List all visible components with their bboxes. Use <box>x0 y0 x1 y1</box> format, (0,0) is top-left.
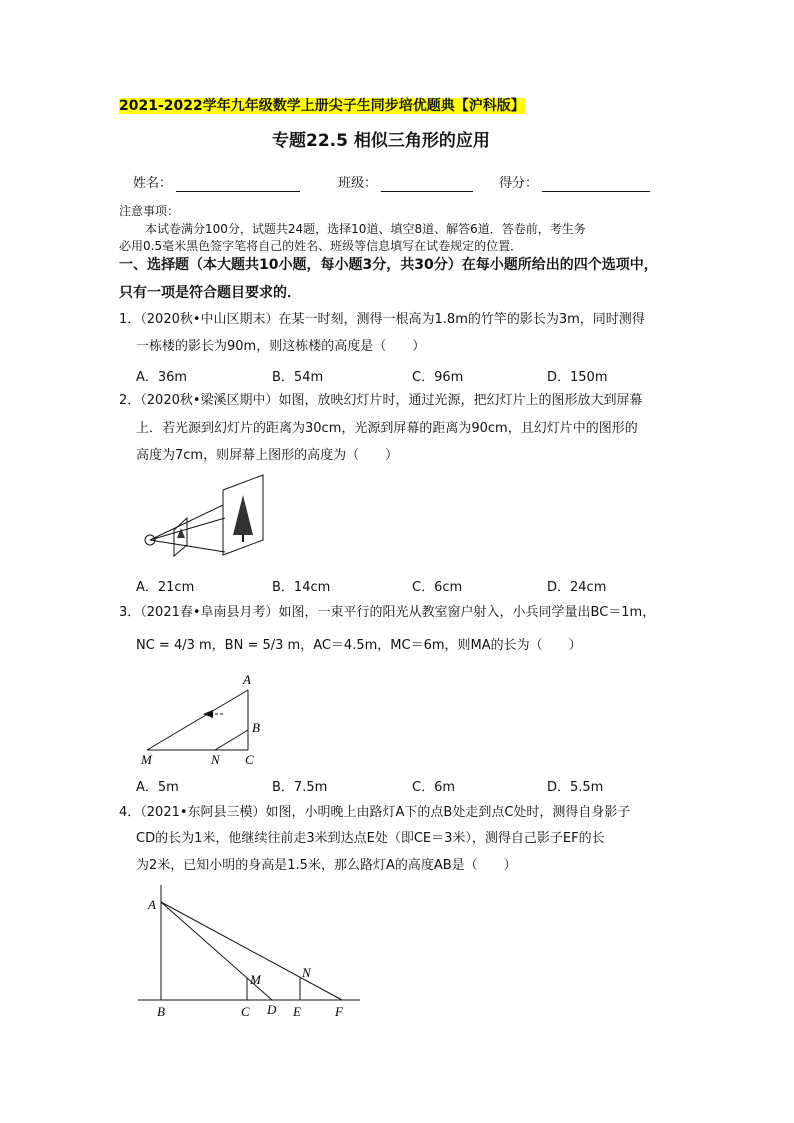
point-label: M <box>141 752 152 767</box>
point-label: D <box>267 1002 277 1017</box>
arrow-icon <box>203 710 213 718</box>
question-4-text: 4．（2021•东阿县三模）如图，小明晚上由路灯A下的点B处走到点C处时，测得自身影子 <box>119 805 631 820</box>
point-label: N <box>211 752 220 767</box>
point-label: A <box>243 672 251 687</box>
option-a[interactable]: A．21cm <box>136 580 195 595</box>
option-b[interactable]: B．14cm <box>272 580 331 595</box>
class-field[interactable] <box>338 176 473 192</box>
option-c[interactable]: C．6cm <box>412 580 463 595</box>
projector-figure <box>135 470 275 560</box>
option-b[interactable]: B．7.5m <box>272 780 328 795</box>
question-3-text: 3．（2021春•阜南县月考）如图，一束平行的阳光从教室窗户射入，小兵同学量出BC＝1m， <box>119 605 656 620</box>
tree-icon <box>233 495 253 535</box>
name-field[interactable] <box>133 176 300 192</box>
point-label: M <box>250 972 261 987</box>
point-label: A <box>148 897 156 912</box>
section-heading: 一、选择题（本大题共10小题，每小题3分，共30分）在每小题所给出的四个选项中， <box>119 257 658 273</box>
section-heading: 只有一项是符合题目要求的． <box>119 285 301 301</box>
option-d[interactable]: D．24cm <box>547 580 607 595</box>
point-label: B <box>157 1004 165 1019</box>
question-4-text: CD的长为1米，他继续往前走3米到达点E处（即CE＝3米），测得自己影子EF的长 <box>136 831 605 846</box>
name-label: 姓名： <box>133 176 173 191</box>
option-c[interactable]: C．96m <box>412 370 464 385</box>
point-label: B <box>252 720 260 735</box>
question-1-text: 一栋楼的影长为90m，则这栋楼的高度是（ ） <box>136 339 426 354</box>
option-a[interactable]: A．5m <box>136 780 179 795</box>
street-lamp-figure <box>135 880 375 1020</box>
question-2-text: 上．若光源到幻灯片的距离为30cm，光源到屏幕的距离为90cm，且幻灯片中的图形的 <box>136 421 638 436</box>
question-2-text: 高度为7cm，则屏幕上图形的高度为（ ） <box>136 448 399 463</box>
class-label: 班级： <box>338 176 378 191</box>
option-d[interactable]: D．5.5m <box>547 780 604 795</box>
point-label: N <box>302 965 311 980</box>
point-label: C <box>245 752 254 767</box>
point-label: E <box>293 1004 301 1019</box>
score-label: 得分： <box>499 176 539 191</box>
sunlight-figure <box>135 670 275 770</box>
option-a[interactable]: A．36m <box>136 370 188 385</box>
question-4-text: 为2米，已知小明的身高是1.5米，那么路灯A的高度AB是（ ） <box>136 858 517 873</box>
notice-line: 本试卷满分100分，试题共24题，选择10道、填空8道、解答6道．答卷前，考生务 <box>145 222 586 236</box>
option-d[interactable]: D．150m <box>547 370 608 385</box>
series-header: 2021-2022学年九年级数学上册尖子生同步培优题典【沪科版】 <box>119 98 525 114</box>
option-c[interactable]: C．6m <box>412 780 456 795</box>
question-1-text: 1．（2020秋•中山区期末）在某一时刻，测得一根高为1.8m的竹竿的影长为3m，同时测得 <box>119 312 645 327</box>
point-label: F <box>335 1004 343 1019</box>
score-field[interactable] <box>499 176 650 192</box>
question-2-text: 2．（2020秋•梁溪区期中）如图，放映幻灯片时，通过光源，把幻灯片上的图形放大到屏幕 <box>119 393 643 408</box>
page-title: 专题22.5 相似三角形的应用 <box>272 131 490 151</box>
question-3-text: NC = 4/3 m，BN = 5/3 m，AC＝4.5m，MC＝6m，则MA的长为（ ） <box>136 638 582 653</box>
notice-label: 注意事项： <box>119 204 180 218</box>
notice-line: 必用0.5毫米黑色签字笔将自己的姓名、班级等信息填写在试卷规定的位置． <box>119 239 523 253</box>
option-b[interactable]: B．54m <box>272 370 324 385</box>
point-label: C <box>241 1004 250 1019</box>
